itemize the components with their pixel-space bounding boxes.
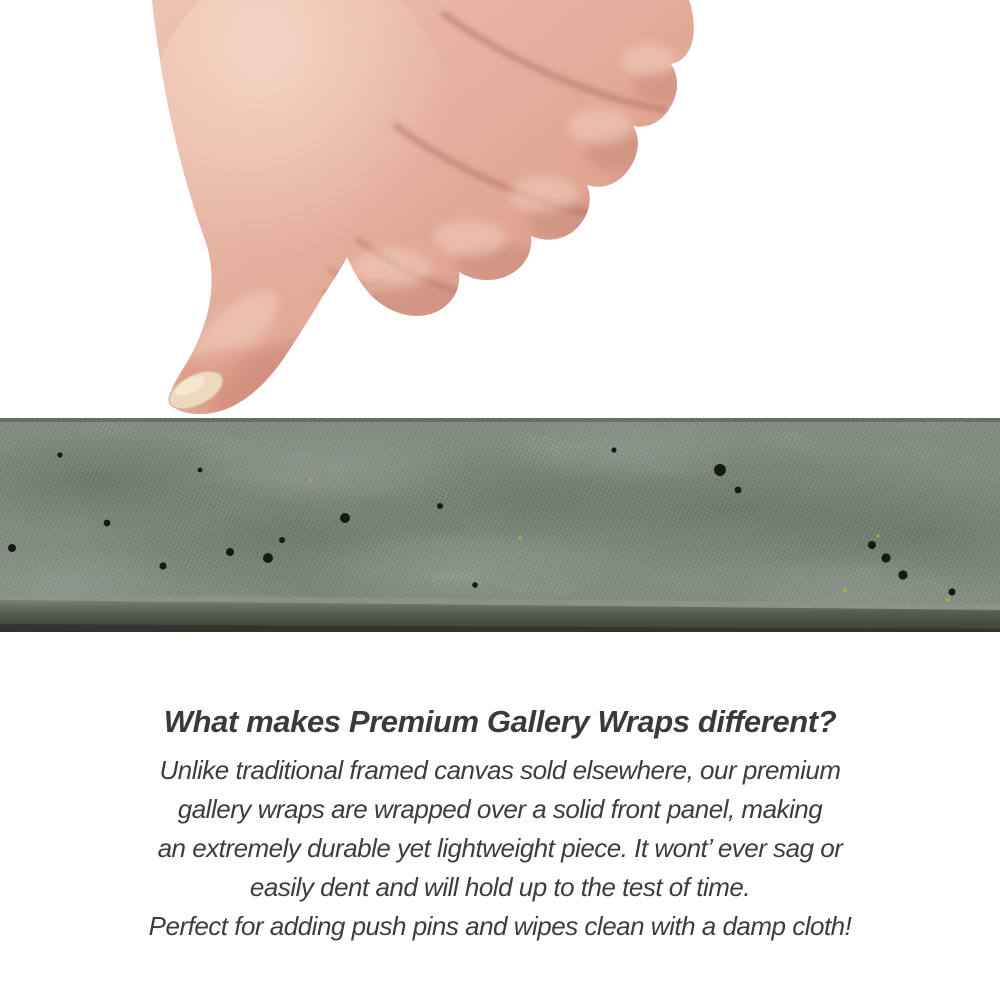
- body-line-2: gallery wraps are wrapped over a solid front panel, making: [177, 794, 823, 824]
- hand-pressing-thumb-photo: [90, 0, 710, 430]
- headline: What makes Premium Gallery Wraps different?: [163, 704, 837, 739]
- canvas-wrap-edge-image: [0, 418, 1000, 632]
- body-line-3: an extremely durable yet lightweight piece. It wont’ ever sag or: [157, 833, 843, 863]
- body-line-1: Unlike traditional framed canvas sold elsewhere, our premium: [159, 755, 841, 785]
- marketing-copy: [0, 700, 1000, 946]
- body-line-5: Perfect for adding push pins and wipes clean with a damp cloth!: [148, 911, 852, 941]
- body-line-4: easily dent and will hold up to the test of time.: [249, 872, 751, 902]
